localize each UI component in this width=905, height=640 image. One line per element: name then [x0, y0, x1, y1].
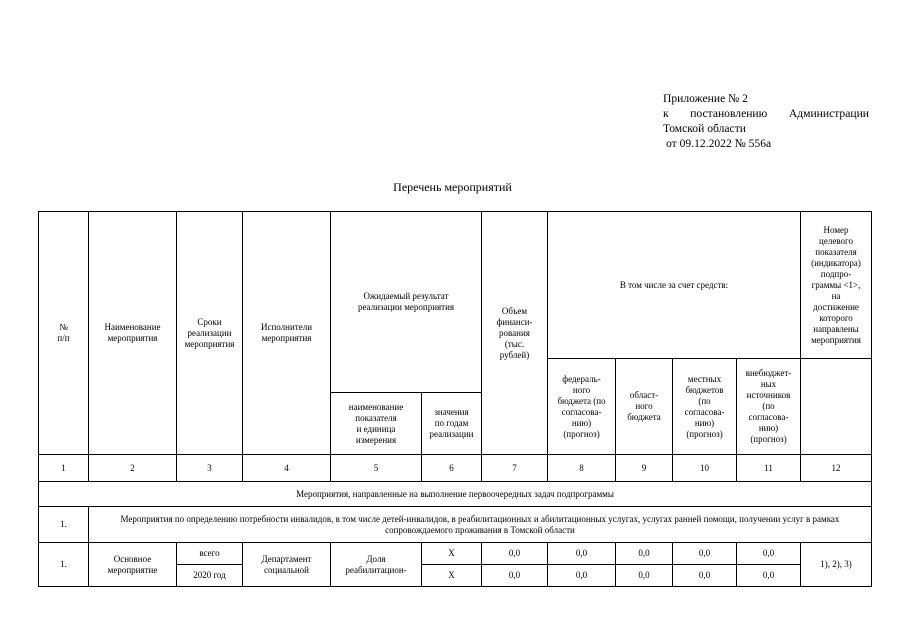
appendix-line-2 [663, 106, 869, 121]
row-num: 1. [39, 543, 89, 587]
col-number: 4 [243, 455, 331, 482]
appendix-line-4: от 09.12.2022 № 556а [666, 137, 772, 150]
section-row [39, 482, 872, 507]
col-number: 3 [177, 455, 243, 482]
appendix-line-3: Томской области [663, 122, 746, 135]
col-number: 9 [616, 455, 673, 482]
column-numbers-row [39, 455, 872, 482]
header-incl [548, 212, 801, 359]
row-extra: 0,0 [737, 565, 801, 587]
header-regional [616, 359, 673, 455]
header-extra [737, 359, 801, 455]
appendix-word: к [663, 107, 669, 120]
appendix-block [663, 91, 869, 151]
header-extra-text: внебюджет- ных источников (по согласова- нию) (прогноз) [745, 368, 792, 444]
header-name-text: Наименование мероприятия [104, 322, 161, 343]
row-local: 0,0 [673, 565, 737, 587]
col-number: 10 [673, 455, 737, 482]
col-number: 2 [89, 455, 177, 482]
header-num-text: № п/п [57, 322, 70, 343]
header-federal [548, 359, 616, 455]
row-federal: 0,0 [548, 565, 616, 587]
row-executor-text: Департамент социальной [261, 553, 312, 575]
row-target: 1), 2), 3) [801, 543, 872, 587]
header-expected-values [422, 393, 482, 455]
row-term: 2020 год [177, 565, 243, 587]
header-expected-values-text: значения по годам реализации [429, 407, 474, 439]
header-volume-text: Объем финанси- рования (тыс. рублей) [496, 305, 533, 360]
row-federal: 0,0 [548, 543, 616, 565]
header-regional-text: област- ного бюджета [627, 390, 661, 422]
col-number: 1 [39, 455, 89, 482]
row-value: X [422, 565, 482, 587]
task-num: 1. [39, 507, 89, 543]
header-executors [243, 212, 331, 455]
header-expected-indicator [331, 393, 422, 455]
header-local-text: местных бюджетов (по согласова- нию) (прогноз) [684, 373, 725, 439]
header-expected [331, 212, 482, 393]
row-name [89, 543, 177, 587]
row-term: всего [177, 543, 243, 565]
appendix-word: Администрации [788, 107, 869, 120]
col-number: 12 [801, 455, 872, 482]
table-row [39, 543, 872, 565]
row-volume: 0,0 [482, 565, 548, 587]
header-terms-text: Сроки реализации мероприятия [184, 316, 235, 349]
document-title: Перечень мероприятий [393, 180, 512, 194]
header-local [673, 359, 737, 455]
col-number: 7 [482, 455, 548, 482]
appendix-word: постановлению [690, 107, 768, 120]
row-regional: 0,0 [616, 565, 673, 587]
header-row-1 [39, 212, 872, 359]
task-text: Мероприятия по определению потребности инвалидов, в том числе детей-инвалидов, в реабилитационных и абилитационных услугах, услугах ранней помощи, получении услуг в рамках сопровождаемого проживания в Томской области [89, 507, 872, 543]
header-num [39, 212, 89, 455]
header-target-text: Номер целевого показателя (индикатора) подпро- граммы <1>, на достижение которого направлены мероприятия [811, 224, 861, 345]
header-volume [482, 212, 548, 455]
appendix-line-1: Приложение № 2 [663, 92, 748, 105]
header-target [801, 212, 872, 359]
header-executors-text: Исполнители мероприятия [260, 322, 313, 343]
row-executor [243, 543, 331, 587]
row-local: 0,0 [673, 543, 737, 565]
header-incl-text: В том числе за счет средств: [619, 279, 729, 290]
row-extra: 0,0 [737, 543, 801, 565]
row-volume: 0,0 [482, 543, 548, 565]
row-indicator [331, 543, 422, 587]
header-expected-text: Ожидаемый результат реализации мероприятия [357, 291, 455, 312]
row-indicator-text: Доля реабилитацион- [345, 553, 407, 575]
row-name-text: Основное мероприятие [107, 553, 158, 575]
section-title: Мероприятия, направленные на выполнение первоочередных задач подпрограммы [39, 482, 872, 507]
header-target-blank [801, 359, 872, 455]
measures-table [38, 211, 872, 587]
task-row [39, 507, 872, 543]
header-name [89, 212, 177, 455]
header-expected-indicator-text: наименование показателя и единица измерения [348, 401, 404, 445]
col-number: 6 [422, 455, 482, 482]
header-terms [177, 212, 243, 455]
row-regional: 0,0 [616, 543, 673, 565]
col-number: 11 [737, 455, 801, 482]
header-federal-text: федераль- ного бюджета (по согласова- нию) (прогноз) [557, 373, 606, 439]
row-value: X [422, 543, 482, 565]
col-number: 8 [548, 455, 616, 482]
col-number: 5 [331, 455, 422, 482]
